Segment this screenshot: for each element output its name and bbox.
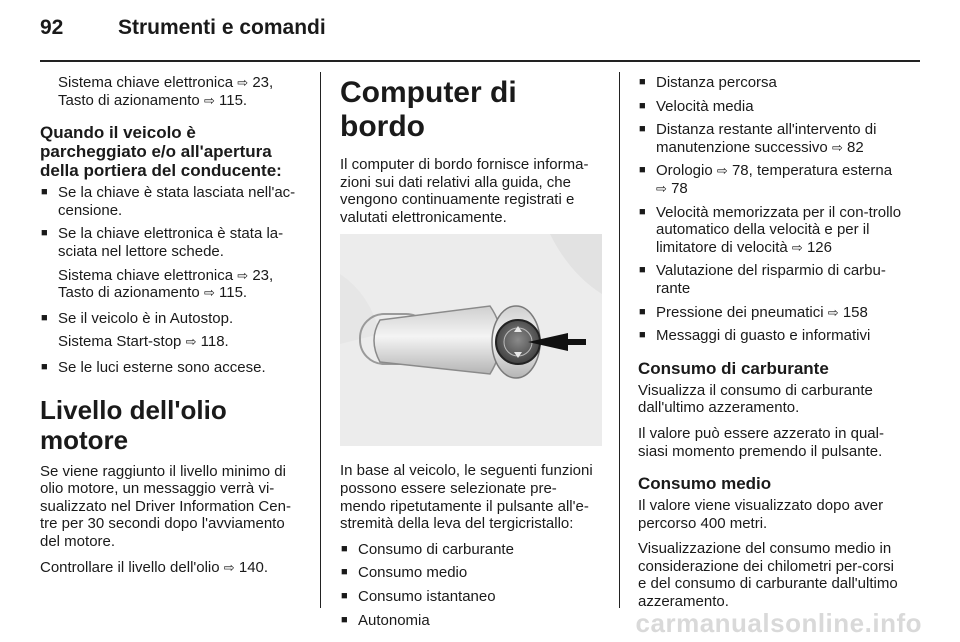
wiper-lever-illustration <box>340 234 602 446</box>
paragraph-average-2: Visualizzazione del consumo medio in considerazione dei chilometri per-corsi e del consumo di carburante dall'ultimo azzeramento. <box>638 540 898 611</box>
list-item: ■ Distanza restante all'intervento di manutenzione successivo ⇨ 82 <box>638 121 902 156</box>
paragraph-key-refs: Sistema chiave elettronica ⇨ 23, Tasto di azionamento ⇨ 115. <box>58 74 274 109</box>
list-item: ■ Velocità media <box>638 98 902 116</box>
wiper-lever-image <box>340 234 602 446</box>
page-ref-arrow-icon: ⇨ <box>791 239 803 255</box>
page-ref-arrow-icon: ⇨ <box>203 92 215 108</box>
page-ref-arrow-icon: ⇨ <box>831 139 843 155</box>
paragraph-fuel-1: Visualizza il consumo di carburante dall'ultimo azzeramento. <box>638 381 873 417</box>
list-item: ■ Pressione dei pneumatici ⇨ 158 <box>638 304 902 322</box>
list-item: ■ Autonomia <box>340 612 602 630</box>
subheading-parked: Quando il veicolo è parcheggiato e/o all'apertura della portiera del conducente: <box>40 123 282 181</box>
paragraph-oil: Se viene raggiunto il livello minimo di olio motore, un messaggio verrà vi-sualizzato nel Driver Information Cen-tre per 30 secondi dopo l'avviamento del motore. <box>40 462 291 550</box>
list-item: ■ Se il veicolo è in Autostop. <box>40 310 306 328</box>
list-item: ■ Consumo istantaneo <box>340 588 602 606</box>
page-number: 92 <box>40 16 64 39</box>
list-item: ■ Distanza percorsa <box>638 74 902 92</box>
list-item: ■ Se la chiave elettronica è stata la-sciata nel lettore schede. <box>40 225 306 260</box>
page-ref-arrow-icon: ⇨ <box>203 285 215 301</box>
list-item-refs: Sistema Start-stop ⇨ 118. <box>58 333 229 351</box>
column-middle <box>340 74 602 635</box>
page-ref-arrow-icon: ⇨ <box>656 180 667 196</box>
page-ref-arrow-icon: ⇨ <box>223 559 235 575</box>
paragraph-functions: In base al veicolo, le seguenti funzioni possono essere selezionate pre-mendo ripetutamente il pulsante all'e-stremità della leva del tergicristallo: <box>340 462 593 533</box>
subheading-average-consumption: Consumo medio <box>638 474 772 494</box>
list-item: ■ Consumo di carburante <box>340 541 602 559</box>
watermark: carmanualsonline.info <box>635 608 922 638</box>
paragraph-oil-check: Controllare il livello dell'olio ⇨ 140. <box>40 558 269 576</box>
paragraph-fuel-2: Il valore può essere azzerato in qual-siasi momento premendo il pulsante. <box>638 424 884 460</box>
page-ref-arrow-icon: ⇨ <box>185 334 197 350</box>
paragraph-average-1: Il valore viene visualizzato dopo aver percorso 400 metri. <box>638 497 884 532</box>
column-divider-1 <box>320 72 321 608</box>
list-item: ■ Valutazione del risparmio di carbu-rante <box>638 262 902 297</box>
header-rule <box>40 60 920 62</box>
paragraph-intro: Il computer di bordo fornisce informa-zioni sui dati relativi alla guida, che vengono continuamente registrati e valutati elettronicamente. <box>340 156 589 226</box>
list-item: ■ Se la chiave è stata lasciata nell'ac-censione. <box>40 184 306 219</box>
list-item: ■ Orologio ⇨ 78, temperatura esterna ⇨ 78 <box>638 162 902 197</box>
page-header <box>0 0 960 52</box>
heading-oil-level: Livello dell'olio motore <box>40 394 227 455</box>
page-ref-arrow-icon: ⇨ <box>716 163 728 179</box>
list-item: ■ Se le luci esterne sono accese. <box>40 359 306 377</box>
list-item: ■ Velocità memorizzata per il con-trollo automatico della velocità e per il limitatore di velocità ⇨ 126 <box>638 204 902 257</box>
list-item: ■ Consumo medio <box>340 564 602 582</box>
list-item: ■ Messaggi di guasto e informativi <box>638 327 902 345</box>
column-divider-2 <box>619 72 620 608</box>
list-item-refs: Sistema chiave elettronica ⇨ 23, Tasto di azionamento ⇨ 115. <box>58 266 274 302</box>
column-right <box>638 74 902 619</box>
heading-onboard-computer: Computer di bordo <box>340 76 517 143</box>
subheading-fuel-consumption: Consumo di carburante <box>638 358 829 378</box>
section-title: Strumenti e comandi <box>118 16 326 39</box>
page-ref-arrow-icon: ⇨ <box>827 304 839 320</box>
page-ref-arrow-icon: ⇨ <box>237 75 249 90</box>
page-ref-arrow-icon: ⇨ <box>237 267 249 283</box>
column-left <box>40 74 306 584</box>
